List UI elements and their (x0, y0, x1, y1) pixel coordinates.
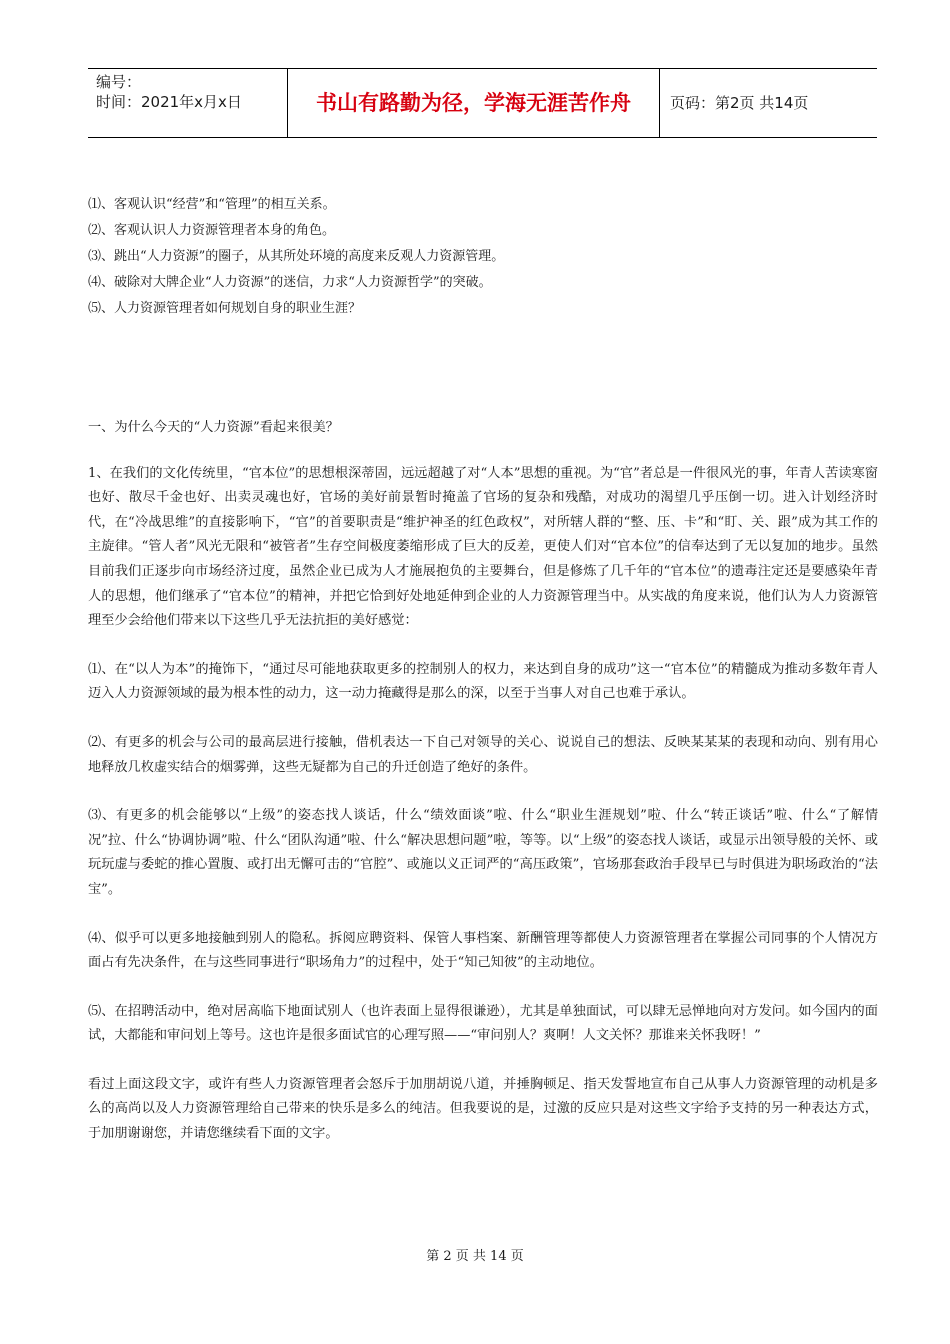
header-meta (88, 69, 287, 137)
section-title: 一、为什么今天的“人力资源”看起来很美？ (88, 420, 339, 435)
date-label: 时间：2021年x月x日 (96, 93, 242, 111)
paragraph: ⑴、在“以人为本”的掩饰下，“通过尽可能地获取更多的控制别人的权力，来达到自身的成功”这一“官本位”的精髓成为推动多数年青人迈入人力资源领域的最为根本性的动力，这一动力掩藏得是那么的深，以至于当事人对自己也难于承认。 (88, 661, 878, 702)
outline-item: ⑷、破除对大牌企业“人力资源”的迷信，力求“人力资源哲学”的突破。 (88, 275, 492, 290)
paragraph: 看过上面这段文字，或许有些人力资源管理者会怒斥于加朋胡说八道，并捶胸顿足、指天发誓地宣布自己从事人力资源管理的动机是多么的高尚以及人力资源管理给自己带来的快乐是多么的纯洁。但我要说的是，过激的反应只是对这些文字给予支持的另一种表达方式，于加朋谢谢您，并请您继续看下面的文字。 (88, 1076, 878, 1142)
page-header (88, 68, 877, 138)
main-content (88, 416, 878, 1171)
outline-item: ⑴、客观认识“经营”和“管理”的相互关系。 (88, 197, 336, 212)
serial-number-label: 编号： (96, 73, 142, 91)
page-footer: 第 2 页 共 14 页 (426, 1249, 524, 1264)
paragraph: ⑸、在招聘活动中，绝对居高临下地面试别人（也许表面上显得很谦逊），尤其是单独面试，可以肆无忌惮地向对方发问。如今国内的面试，大都能和审问划上等号。这也许是很多面试官的心理写照——“审问别人？爽啊！人文关怀？那谁来关怀我呀！” (88, 1003, 878, 1044)
paragraph: 1、在我们的文化传统里，“官本位”的思想根深蒂固，远远超越了对“人本”思想的重视。为“官”者总是一件很风光的事，年青人苦读寒窗也好、散尽千金也好、出卖灵魂也好，官场的美好前景暂时掩盖了官场的复杂和残酷，对成功的渴望几乎压倒一切。进入计划经济时代，在“冷战思维”的直接影响下，“官”的首要职责是“维护神圣的红色政权”，对所辖人群的“整、压、卡”和“盯、关、跟”成为其工作的主旋律。“管人者”风光无限和“被管者”生存空间极度萎缩形成了巨大的反差，更使人们对“官本位”的信奉达到了无以复加的地步。虽然目前我们正逐步向市场经济过度，虽然企业已成为人才施展抱负的主要舞台，但是修炼了几千年的“官本位”的遗毒注定还是要感染年青人的思想，他们继承了“官本位”的精神，并把它恰到好处地延伸到企业的人力资源管理当中。从实战的角度来说，他们认为人力资源管理至少会给他们带来以下这些几乎无法抗拒的美好感觉： (88, 465, 878, 629)
paragraph: ⑶、有更多的机会能够以“上级”的姿态找人谈话，什么“绩效面谈”啦、什么“职业生涯规划”啦、什么“转正谈话”啦、什么“了解情况”拉、什么“协调协调”啦、什么“团队沟通”啦、什么“解决思想问题”啦，等等。以“上级”的姿态找人谈话，或显示出领导般的关怀、或玩玩虚与委蛇的推心置腹、或打出无懈可击的“官腔”、或施以义正词严的“高压政策”，官场那套政治手段早已与时俱进为职场政治的“法宝”。 (88, 808, 878, 897)
outline-item: ⑵、客观认识人力资源管理者本身的角色。 (88, 223, 336, 238)
outline-item: ⑸、人力资源管理者如何规划自身的职业生涯？ (88, 301, 362, 316)
header-page-number: 页码：第2页 共14页 (670, 94, 809, 112)
paragraph: ⑵、有更多的机会与公司的最高层进行接触，借机表达一下自己对领导的关心、说说自己的想法、反映某某某的表现和动向、别有用心地释放几枚虚实结合的烟雾弹，这些无疑都为自己的升迁创造了绝好的条件。 (88, 734, 878, 775)
outline-list (88, 192, 878, 322)
paragraph: ⑷、似乎可以更多地接触到别人的隐私。拆阅应聘资料、保管人事档案、新酬管理等都使人力资源管理者在掌握公司同事的个人情况方面占有先决条件，在与这些同事进行“职场角力”的过程中，处于“知己知彼”的主动地位。 (88, 930, 878, 971)
header-motto: 书山有路勤为径，学海无涯苦作舟 (287, 69, 660, 137)
outline-item: ⑶、跳出“人力资源”的圈子，从其所处环境的高度来反观人力资源管理。 (88, 249, 505, 264)
